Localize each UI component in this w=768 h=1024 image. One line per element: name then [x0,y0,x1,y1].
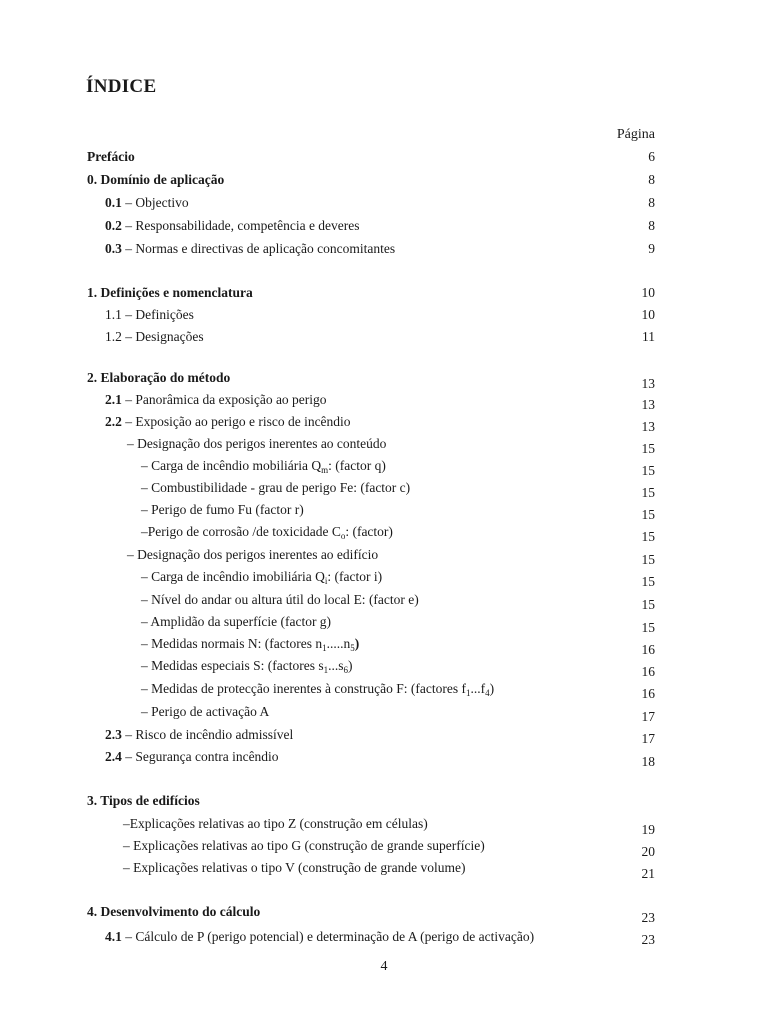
toc-entry-0-3[interactable] [0,240,768,258]
entry-page: 13 [641,376,655,391]
toc-entry-medidas-construcao[interactable] [0,680,768,701]
entry-page: 8 [648,195,655,210]
entry-text: 1.1 – Definições [105,307,194,322]
entry-page: 10 [641,307,655,322]
toc-entry-2-1[interactable] [0,391,768,412]
entry-text: – Designação dos perigos inerentes ao conteúdo [127,436,387,451]
entry-subscript-2: 6 [343,665,348,675]
entry-page: 17 [641,709,655,724]
entry-text-mid: .....n [326,636,351,651]
entry-text: – Perigo de fumo Fu (factor r) [141,502,304,517]
entry-page: 11 [642,329,655,344]
entry-text-after: : (factor) [345,524,393,539]
entry-title: Prefácio [87,149,135,164]
entry-page: 15 [641,597,655,612]
entry-title: 3. Tipos de edifícios [87,793,200,808]
entry-page: 15 [641,574,655,589]
entry-page: 6 [648,149,655,164]
entry-text: – Medidas de protecção inerentes à construção F: (factores f [141,681,466,696]
entry-subscript-2: 4 [485,688,490,698]
toc-entry-1[interactable] [0,284,768,302]
entry-title: 2. Elaboração do método [87,370,231,385]
entry-page: 10 [641,285,655,300]
entry-text-after: ) [489,681,495,696]
toc-entry-2-4[interactable] [0,748,768,769]
entry-text: –Explicações relativas ao tipo Z (construção em células) [123,816,428,831]
entry-text: – Risco de incêndio admissível [121,727,294,742]
entry-number: 2.3 [105,727,122,742]
entry-text: – Objectivo [121,195,189,210]
toc-entry-carga-mobiliaria[interactable] [0,457,768,478]
entry-text: – Medidas normais N: (factores n [141,636,323,651]
entry-page: 15 [641,485,655,500]
entry-page: 8 [648,218,655,233]
entry-page: 18 [641,754,655,769]
entry-text-mid: ...f [470,681,486,696]
entry-page: 13 [641,419,655,434]
toc-entry-4-1[interactable] [0,928,768,946]
toc-entry-2-3[interactable] [0,726,768,744]
entry-text: – Perigo de activação A [141,704,270,719]
entry-title: 4. Desenvolvimento do cálculo [87,904,261,919]
entry-subscript-2: 5 [350,643,355,653]
entry-text: –Perigo de corrosão /de toxicidade C [141,524,341,539]
toc-entry-0-2[interactable] [0,217,768,235]
entry-page: 15 [641,441,655,456]
toc-entry-4[interactable] [0,903,768,925]
toc-entry-amplidao[interactable] [0,613,768,635]
entry-text: – Cálculo de P (perigo potencial) e determinação de A (perigo de activação) [121,929,535,944]
toc-entry-3[interactable] [0,792,768,810]
entry-page: 13 [641,397,655,412]
page-column-label: Página [616,127,655,142]
entry-page: 15 [641,463,655,478]
entry-text: – Panorâmica da exposição ao perigo [121,392,327,407]
entry-text: – Responsabilidade, competência e deveres [121,218,360,233]
toc-entry-1-1[interactable] [0,306,768,324]
toc-entry-1-2[interactable] [0,328,768,346]
entry-page: 15 [641,552,655,567]
entry-page: 19 [641,822,655,837]
toc-entry-tipo-v[interactable] [0,859,768,881]
entry-text: – Explicações relativas o tipo V (construção de grande volume) [123,860,466,875]
toc-entry-fumo[interactable] [0,501,768,522]
entry-text: – Explicações relativas ao tipo G (construção de grande superfície) [123,838,485,853]
entry-text-mid: ...s [328,658,344,673]
entry-subscript: 1 [466,688,471,698]
entry-page: 21 [641,866,655,881]
entry-number: 0.1 [105,195,122,210]
toc-entry-0-1[interactable] [0,194,768,212]
toc-entry-medidas-normais[interactable] [0,635,768,657]
entry-text: – Medidas especiais S: (factores s [141,658,324,673]
entry-subscript: o [340,531,346,541]
toc-entry-perigo-activacao[interactable] [0,703,768,724]
index-heading: ÍNDICE [86,76,157,97]
toc-entry-prefacio[interactable] [0,148,768,166]
entry-page: 16 [641,642,655,657]
entry-text: – Nível do andar ou altura útil do local E: (factor e) [141,592,419,607]
toc-entry-nivel-andar[interactable] [0,591,768,612]
toc-entry-0[interactable] [0,171,768,189]
toc-entry-medidas-especiais[interactable] [0,657,768,679]
toc-entry-corrosao[interactable] [0,523,768,544]
entry-number: 2.2 [105,414,122,429]
entry-text: – Carga de incêndio imobiliária Q [141,569,325,584]
entry-page: 17 [641,731,655,746]
entry-page: 23 [641,910,655,925]
entry-page: 23 [641,932,655,947]
entry-text-after: ) [347,658,353,673]
entry-page: 20 [641,844,655,859]
entry-page: 15 [641,620,655,635]
entry-number: 4.1 [105,929,122,944]
entry-text: – Exposição ao perigo e risco de incêndio [121,414,351,429]
page-number-footer: 4 [380,959,388,974]
entry-subscript: i [324,576,328,586]
toc-entry-carga-imobiliaria[interactable] [0,568,768,589]
toc-entry-tipo-z[interactable] [0,815,768,837]
entry-subscript: 1 [322,643,327,653]
entry-page: 8 [648,172,655,187]
entry-text: – Combustibilidade - grau de perigo Fe: (factor c) [141,480,411,495]
toc-entry-tipo-g[interactable] [0,837,768,859]
entry-page: 15 [641,507,655,522]
toc-entry-edificio[interactable] [0,546,768,567]
entry-text: – Designação dos perigos inerentes ao edifício [127,547,379,562]
entry-text: 1.2 – Designações [105,329,204,344]
entry-page: 16 [641,664,655,679]
entry-title: 0. Domínio de aplicação [87,172,225,187]
entry-subscript: 1 [323,665,329,675]
entry-text: – Normas e directivas de aplicação concomitantes [121,241,396,256]
entry-page: 9 [648,241,655,256]
entry-text-after: : (factor q) [328,458,386,473]
toc-entry-2[interactable] [0,369,768,391]
entry-subscript: m [321,465,329,475]
entry-number: 2.4 [105,749,122,764]
toc-entry-2-2[interactable] [0,413,768,434]
toc-entry-conteudo[interactable] [0,435,768,456]
entry-page: 15 [641,529,655,544]
entry-number: 0.3 [105,241,122,256]
toc-entry-combustibilidade[interactable] [0,479,768,500]
entry-text: – Carga de incêndio mobiliária Q [141,458,322,473]
entry-text: – Amplidão da superfície (factor g) [141,614,332,629]
entry-text: – Segurança contra incêndio [121,749,279,764]
entry-text-after: ) [354,636,360,651]
entry-page: 16 [641,686,655,701]
entry-number: 0.2 [105,218,122,233]
entry-text-after: : (factor i) [327,569,383,584]
entry-number: 2.1 [105,392,122,407]
entry-title: 1. Definições e nomenclatura [87,285,253,300]
